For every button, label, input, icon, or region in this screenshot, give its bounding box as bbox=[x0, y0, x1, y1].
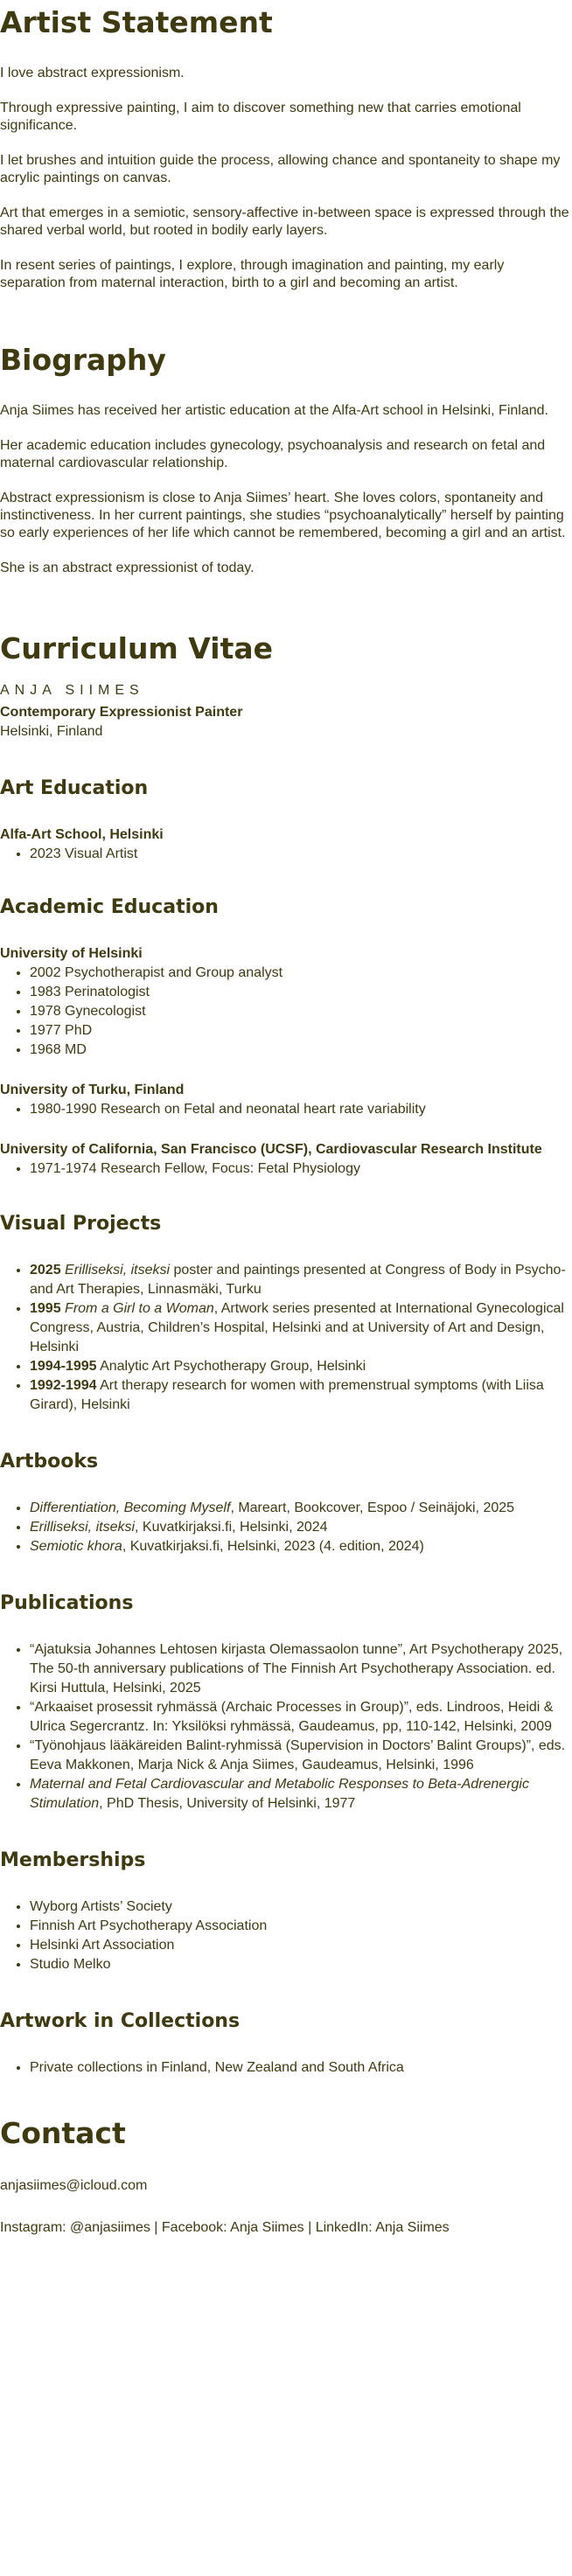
academic-education-section bbox=[0, 895, 572, 1179]
contact-social-links: Instagram: @anjasiimes | Facebook: Anja Siimes | LinkedIn: Anja Siimes bbox=[0, 2220, 450, 2235]
education-list bbox=[0, 1100, 572, 1119]
memberships-section bbox=[0, 1848, 572, 1974]
project-year: 1995 bbox=[30, 1301, 61, 1316]
memberships-list bbox=[0, 1897, 572, 1974]
institution-name: Alfa-Art School, Helsinki bbox=[0, 827, 164, 842]
cv-heading: Curriculum Vitae bbox=[0, 631, 274, 665]
collections-list bbox=[0, 2058, 572, 2078]
artist-statement-section bbox=[0, 5, 572, 292]
education-block bbox=[0, 1140, 572, 1179]
publication-text: “Työnohjaus lääkäreiden Balint-ryhmissä (Supervision in Doctors’ Balint Groups)”, eds. Eeva Makkonen, Marja Nick & Anja Siimes, Gaudeamus, Helsinki, 1996 bbox=[30, 1738, 566, 1772]
collections-section bbox=[0, 2009, 572, 2078]
artbook-title: Semiotic khora bbox=[30, 1539, 122, 1554]
statement-paragraph: Through expressive painting, I aim to discover something new that carries emotional significance. bbox=[0, 101, 521, 133]
visual-projects-heading: Visual Projects bbox=[0, 1213, 162, 1235]
list-item: • 1971-1974 Research Fellow, Focus: Fetal Physiology bbox=[30, 1159, 572, 1179]
publication-title: Maternal and Fetal Cardiovascular and Metabolic Responses to Beta-Adrenergic Stimulation bbox=[30, 1777, 529, 1811]
biography-paragraph: Abstract expressionism is close to Anja Siimes’ heart. She loves colors, spontaneity and instinctiveness. In her current paintings, she studies “psychoanalytically” herself by painting so early experiences of her life which cannot be remembered, becoming a girl and an artist. bbox=[0, 491, 566, 540]
statement-paragraph: I let brushes and intuition guide the process, allowing chance and spontaneity to shape my acrylic paintings on canvas. bbox=[0, 153, 561, 185]
cv-title: Contemporary Expressionist Painter bbox=[0, 705, 243, 720]
publications-section bbox=[0, 1591, 572, 1814]
artist-statement-heading: Artist Statement bbox=[0, 5, 273, 39]
contact-email: anjasiimes@icloud.com bbox=[0, 2178, 148, 2193]
contact-section bbox=[0, 2116, 572, 2237]
education-list bbox=[0, 1159, 572, 1179]
list-item: • Private collections in Finland, New Zealand and South Africa bbox=[30, 2058, 572, 2078]
academic-education-heading: Academic Education bbox=[0, 896, 219, 918]
artbooks-section bbox=[0, 1450, 572, 1556]
education-list bbox=[0, 964, 572, 1060]
project-item bbox=[30, 1261, 572, 1299]
collections-heading: Artwork in Collections bbox=[0, 2010, 241, 2032]
project-item bbox=[30, 1376, 572, 1415]
publication-item bbox=[30, 1775, 572, 1814]
artbook-item bbox=[30, 1499, 572, 1518]
list-item: • 2002 Psychotherapist and Group analyst bbox=[30, 964, 572, 983]
education-block bbox=[0, 1081, 572, 1119]
list-item: • Studio Melko bbox=[30, 1955, 572, 1974]
project-year: 1994-1995 bbox=[30, 1359, 97, 1374]
visual-projects-list bbox=[0, 1261, 572, 1415]
publications-heading: Publications bbox=[0, 1592, 134, 1614]
biography-heading: Biography bbox=[0, 343, 166, 377]
statement-paragraph: Art that emerges in a semiotic, sensory-affective in-between space is expressed through the shared verbal world, but rooted in bodily early layers. bbox=[0, 205, 569, 238]
artbooks-list bbox=[0, 1499, 572, 1556]
institution-name: University of Turku, Finland bbox=[0, 1083, 185, 1097]
publications-list bbox=[0, 1640, 572, 1814]
art-education-heading: Art Education bbox=[0, 777, 149, 799]
contact-heading: Contact bbox=[0, 2116, 126, 2150]
cv-name: ANJA SIIMES bbox=[0, 683, 144, 698]
artbook-title: Erilliseksi, itseksi bbox=[30, 1520, 136, 1535]
publication-item bbox=[30, 1698, 572, 1737]
cv-location: Helsinki, Finland bbox=[0, 724, 103, 739]
list-item: • Wyborg Artists’ Society bbox=[30, 1897, 572, 1917]
education-block bbox=[0, 944, 572, 1060]
statement-paragraph: In resent series of paintings, I explore, through imagination and painting, my early separation from maternal interaction, birth to a girl and becoming an artist. bbox=[0, 258, 505, 290]
list-item: • 2023 Visual Artist bbox=[30, 845, 572, 864]
art-education-section bbox=[0, 776, 572, 864]
institution-name: University of Helsinki bbox=[0, 946, 143, 961]
project-description: , Artwork series presented at International Gynecological Congress, Austria, Children’s Hospital, Helsinki and at University of Art and Design, Helsinki bbox=[30, 1301, 564, 1354]
list-item: • 1977 PhD bbox=[30, 1021, 572, 1041]
project-title: Erilliseksi, itseksi bbox=[65, 1263, 171, 1278]
project-year: 2025 bbox=[30, 1263, 61, 1278]
list-item: • Helsinki Art Association bbox=[30, 1936, 572, 1955]
artbook-details: , Mareart, Bookcover, Espoo / Seinäjoki, 2025 bbox=[230, 1500, 515, 1515]
publication-text: “Arkaaiset prosessit ryhmässä (Archaic Processes in Group)”, eds. Lindroos, Heidi & Ulrica Segercrantz. In: Yksilöksi ryhmässä, Gaudeamus, pp, 110-142, Helsinki, 2009 bbox=[30, 1700, 554, 1734]
artbook-item bbox=[30, 1518, 572, 1537]
memberships-heading: Memberships bbox=[0, 1849, 146, 1871]
project-description: Analytic Art Psychotherapy Group, Helsinki bbox=[96, 1359, 366, 1374]
artbook-title: Differentiation, Becoming Myself bbox=[30, 1500, 231, 1515]
project-description: Art therapy research for women with premenstrual symptoms (with Liisa Girard), Helsinki bbox=[30, 1378, 544, 1412]
cv-section bbox=[0, 631, 572, 741]
list-item: • 1978 Gynecologist bbox=[30, 1002, 572, 1021]
publication-text: “Ajatuksia Johannes Lehtosen kirjasta Olemassaolon tunne”, Art Psychotherapy 2025, The 50-th anniversary publications of The Finnish Art Psychotherapy Association. ed. Kirsi Huttula, Helsinki, 2025 bbox=[30, 1642, 563, 1695]
visual-projects-section bbox=[0, 1212, 572, 1415]
artbook-item bbox=[30, 1537, 572, 1556]
artbooks-heading: Artbooks bbox=[0, 1451, 99, 1472]
project-item bbox=[30, 1299, 572, 1357]
list-item: • 1968 MD bbox=[30, 1041, 572, 1060]
publication-item bbox=[30, 1640, 572, 1698]
biography-paragraph: Her academic education includes gynecology, psychoanalysis and research on fetal and maternal cardiovascular relationship. bbox=[0, 438, 546, 470]
project-description: poster and paintings presented at Congress of Body in Psycho- and Art Therapies, Linnasmäki, Turku bbox=[30, 1263, 566, 1297]
art-education-list bbox=[0, 845, 572, 864]
publication-item bbox=[30, 1737, 572, 1775]
publication-details: , PhD Thesis, University of Helsinki, 1977 bbox=[99, 1796, 356, 1811]
artbook-details: , Kuvatkirjaksi.fi, Helsinki, 2023 (4. edition, 2024) bbox=[122, 1539, 424, 1554]
project-year: 1992-1994 bbox=[30, 1378, 97, 1393]
biography-section bbox=[0, 343, 572, 577]
list-item: • Finnish Art Psychotherapy Association bbox=[30, 1917, 572, 1936]
project-item bbox=[30, 1357, 572, 1376]
artbook-details: , Kuvatkirjaksi.fi, Helsinki, 2024 bbox=[135, 1520, 328, 1535]
biography-paragraph: Anja Siimes has received her artistic education at the Alfa-Art school in Helsinki, Finland. bbox=[0, 403, 548, 418]
statement-paragraph: I love abstract expressionism. bbox=[0, 66, 185, 80]
list-item: • 1980-1990 Research on Fetal and neonatal heart rate variability bbox=[30, 1100, 572, 1119]
institution-name: University of California, San Francisco (UCSF), Cardiovascular Research Institute bbox=[0, 1142, 542, 1157]
list-item: • 1983 Perinatologist bbox=[30, 983, 572, 1002]
biography-paragraph: She is an abstract expressionist of today. bbox=[0, 560, 255, 575]
project-title: From a Girl to a Woman bbox=[65, 1301, 214, 1316]
